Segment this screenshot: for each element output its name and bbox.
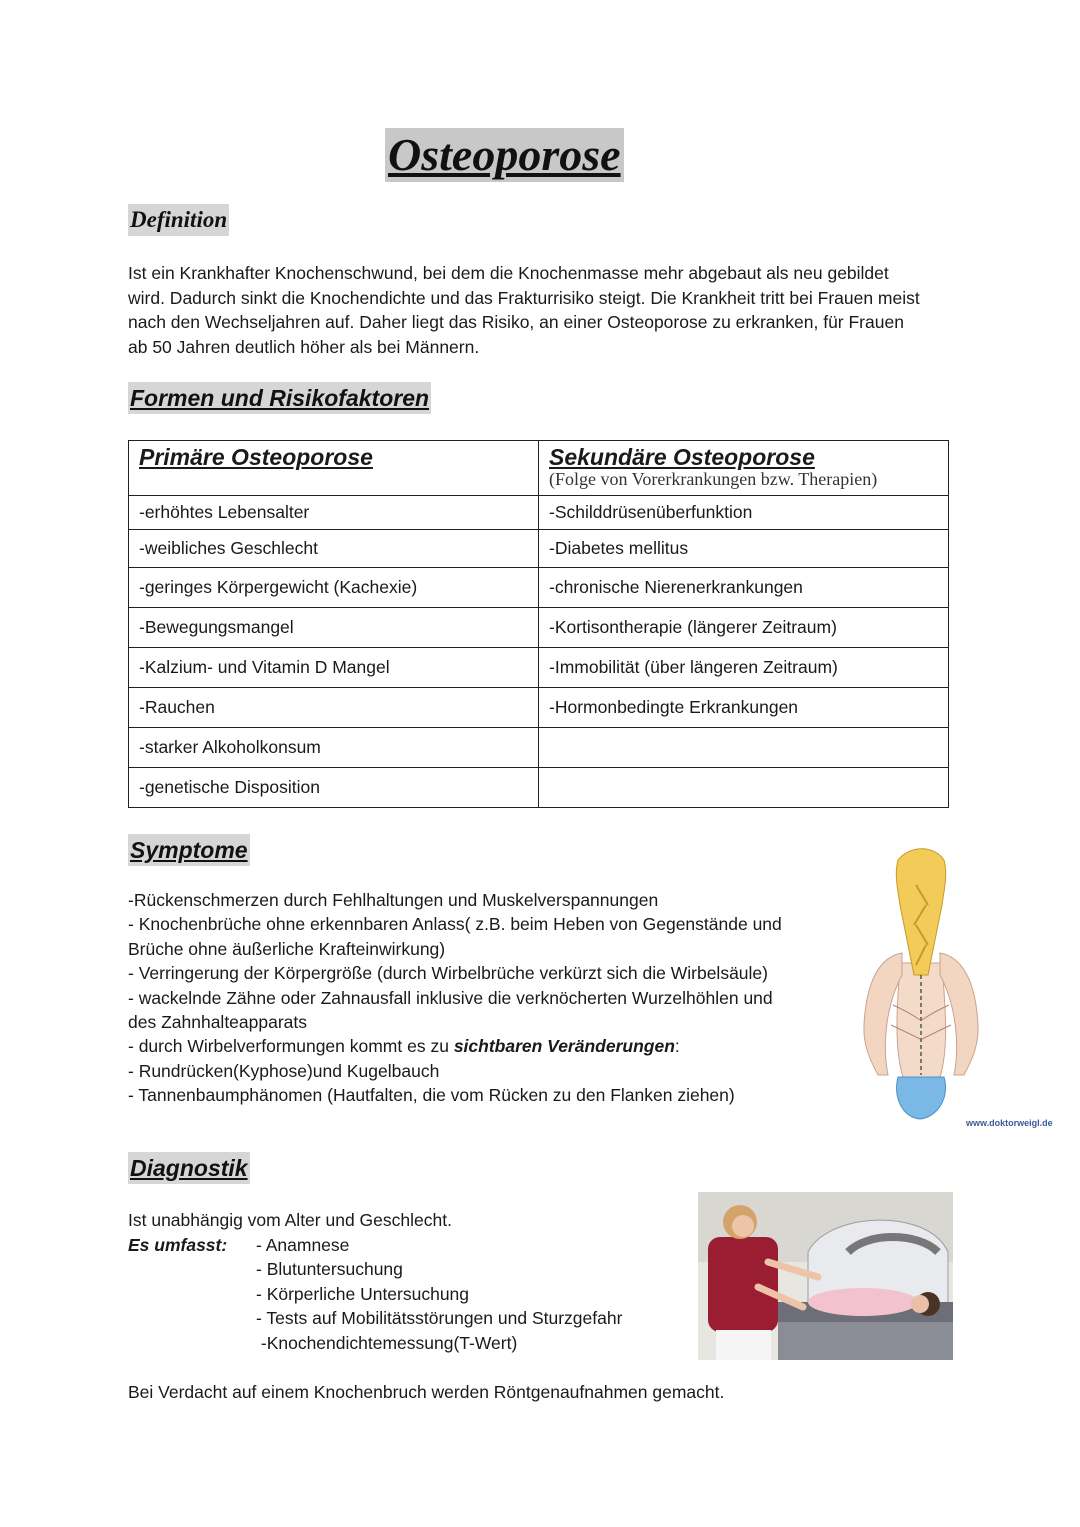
diagnostics-heading: Diagnostik <box>128 1152 250 1184</box>
symptom-line-deformity <box>128 1034 828 1058</box>
table-row <box>129 496 949 530</box>
list-item: - Körperliche Untersuchung <box>256 1283 470 1304</box>
symptom-line: - wackelnde Zähne oder Zahnausfall inklusive die verknöcherten Wurzelhöhlen und <box>128 987 773 1008</box>
diagnostics-list-label: Es umfasst: <box>128 1234 228 1255</box>
primary-cell: -starker Alkoholkonsum <box>129 728 539 768</box>
list-item: - Blutuntersuchung <box>256 1259 403 1279</box>
symptom-line: des Zahnhalteapparats <box>128 1012 308 1033</box>
symptom-line: -Rückenschmerzen durch Fehlhaltungen und Muskelverspannungen <box>128 890 659 910</box>
table-row <box>129 608 949 648</box>
image-credit: www.doktorweigl.de <box>966 1118 1053 1128</box>
deformity-suffix: : <box>674 1036 680 1057</box>
definition-paragraph: Ist ein Krankhafter Knochenschwund, bei dem die Knochenmasse mehr abgebaut als neu gebildet wird. Dadurch sinkt die Knochendichte und das Frakturrisiko steigt. Die Krankheit tritt bei Frauen meist nach den Wechseljahren auf. Daher liegt das Risiko, an einer Osteoporose zu erkranken, für Frauen ab 50 Jahren deutlich höher als bei Männern. <box>128 263 920 357</box>
secondary-cell <box>539 768 949 808</box>
primary-title: Primäre Osteoporose <box>139 444 373 470</box>
primary-cell: -Bewegungsmangel <box>129 608 539 648</box>
forms-heading: Formen und Risikofaktoren <box>128 382 431 414</box>
diagnostics-list <box>128 1233 724 1356</box>
table-row <box>129 530 949 568</box>
table-row <box>129 648 949 688</box>
secondary-title: Sekundäre Osteoporose <box>549 444 815 470</box>
primary-cell: -Kalzium- und Vitamin D Mangel <box>129 648 539 688</box>
secondary-cell: -Kortisontherapie (längerer Zeitraum) <box>539 608 949 648</box>
table-header-row <box>129 441 949 496</box>
diagnostics-items <box>256 1233 622 1356</box>
symptoms-heading: Symptome <box>128 834 250 866</box>
list-item: -Knochendichtemessung(T-Wert) <box>256 1332 518 1353</box>
symptom-line: - Rundrücken(Kyphose)und Kugelbauch <box>128 1060 440 1081</box>
risk-factor-table <box>128 440 949 808</box>
symptom-line: - Tannenbaumphänomen (Hautfalten, die vom Rücken zu den Flanken ziehen) <box>128 1085 735 1106</box>
page-title: Osteoporose <box>385 128 624 182</box>
symptom-line: - Verringerung der Körpergröße (durch Wirbelbrüche verkürzt sich die Wirbelsäule) <box>128 963 768 984</box>
diagnostics-body <box>128 1208 724 1404</box>
primary-header-cell <box>129 441 539 496</box>
primary-cell: -Rauchen <box>129 688 539 728</box>
primary-cell: -genetische Disposition <box>129 768 539 808</box>
table-row <box>129 768 949 808</box>
secondary-cell: -Immobilität (über längeren Zeitraum) <box>539 648 949 688</box>
secondary-cell: -Hormonbedingte Erkrankungen <box>539 688 949 728</box>
definition-heading: Definition <box>128 204 229 236</box>
secondary-subtitle: (Folge von Vorerkrankungen bzw. Therapien) <box>549 469 878 489</box>
symptom-line: - Knochenbrüche ohne erkennbaren Anlass( z.B. beim Heben von Gegenstände und <box>128 914 782 935</box>
secondary-cell <box>539 728 949 768</box>
symptom-line: Brüche ohne äußerliche Krafteinwirkung) <box>128 938 446 959</box>
secondary-cell: -chronische Nierenerkrankungen <box>539 568 949 608</box>
secondary-header-cell <box>539 441 949 496</box>
diagnostics-intro: Ist unabhängig vom Alter und Geschlecht. <box>128 1210 452 1230</box>
secondary-cell: -Diabetes mellitus <box>539 530 949 568</box>
definition-text <box>128 261 928 359</box>
list-item: - Anamnese <box>256 1234 350 1255</box>
list-item: - Tests auf Mobilitätsstörungen und Sturzgefahr <box>256 1308 623 1328</box>
table-row <box>129 728 949 768</box>
table-row <box>129 688 949 728</box>
symptoms-list <box>128 888 828 1108</box>
bone-density-scan-photo <box>698 1192 953 1360</box>
primary-cell: -geringes Körpergewicht (Kachexie) <box>129 568 539 608</box>
deformity-emphasis: sichtbaren Veränderungen <box>453 1036 675 1057</box>
back-illustration-image <box>858 845 983 1123</box>
deformity-prefix: - durch Wirbelverformungen kommt es zu <box>128 1036 454 1057</box>
secondary-cell: -Schilddrüsenüberfunktion <box>539 496 949 530</box>
diagnostics-footer: Bei Verdacht auf einem Knochenbruch werden Röntgenaufnahmen gemacht. <box>128 1381 725 1402</box>
table-row <box>129 568 949 608</box>
primary-cell: -weibliches Geschlecht <box>129 530 539 568</box>
primary-cell: -erhöhtes Lebensalter <box>129 496 539 530</box>
